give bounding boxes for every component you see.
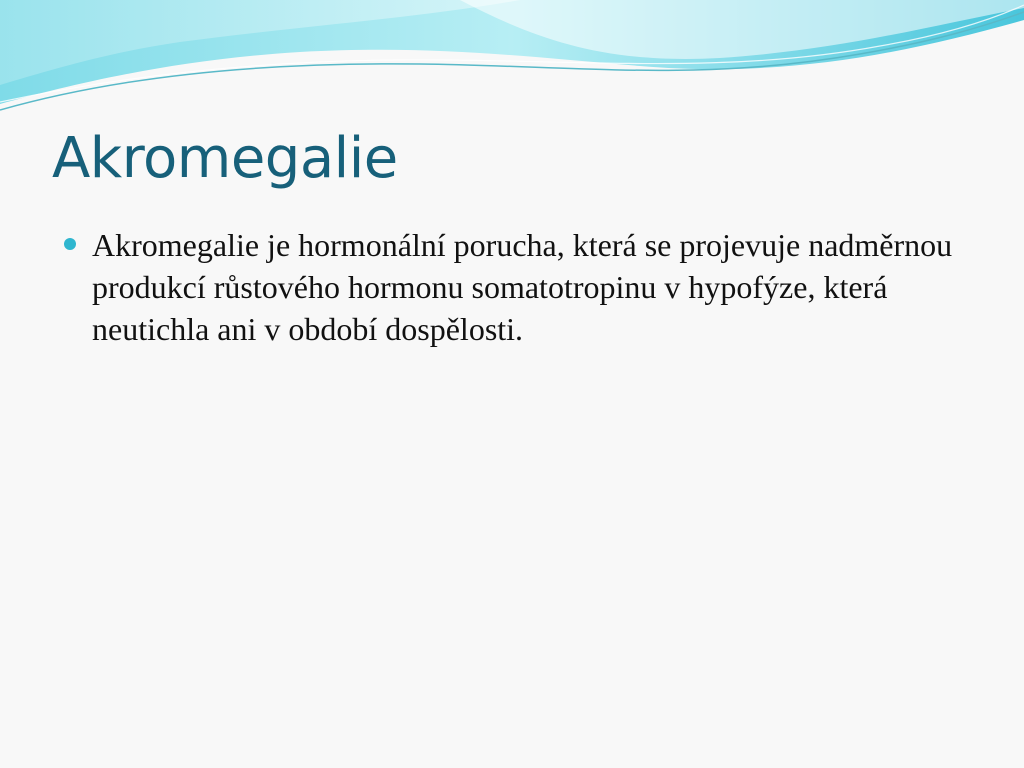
bullet-list [60,224,960,350]
header-wave-decoration [0,0,1024,120]
bullet-item [60,224,960,350]
slide-title: Akromegalie [52,126,398,191]
bullet-dot-icon [64,238,76,250]
bullet-text: Akromegalie je hormonální porucha, která se projevuje nadměrnou produkcí růstového hormonu somatotropinu v hypofýze, která neutichla ani v období dospělosti. [92,227,953,347]
